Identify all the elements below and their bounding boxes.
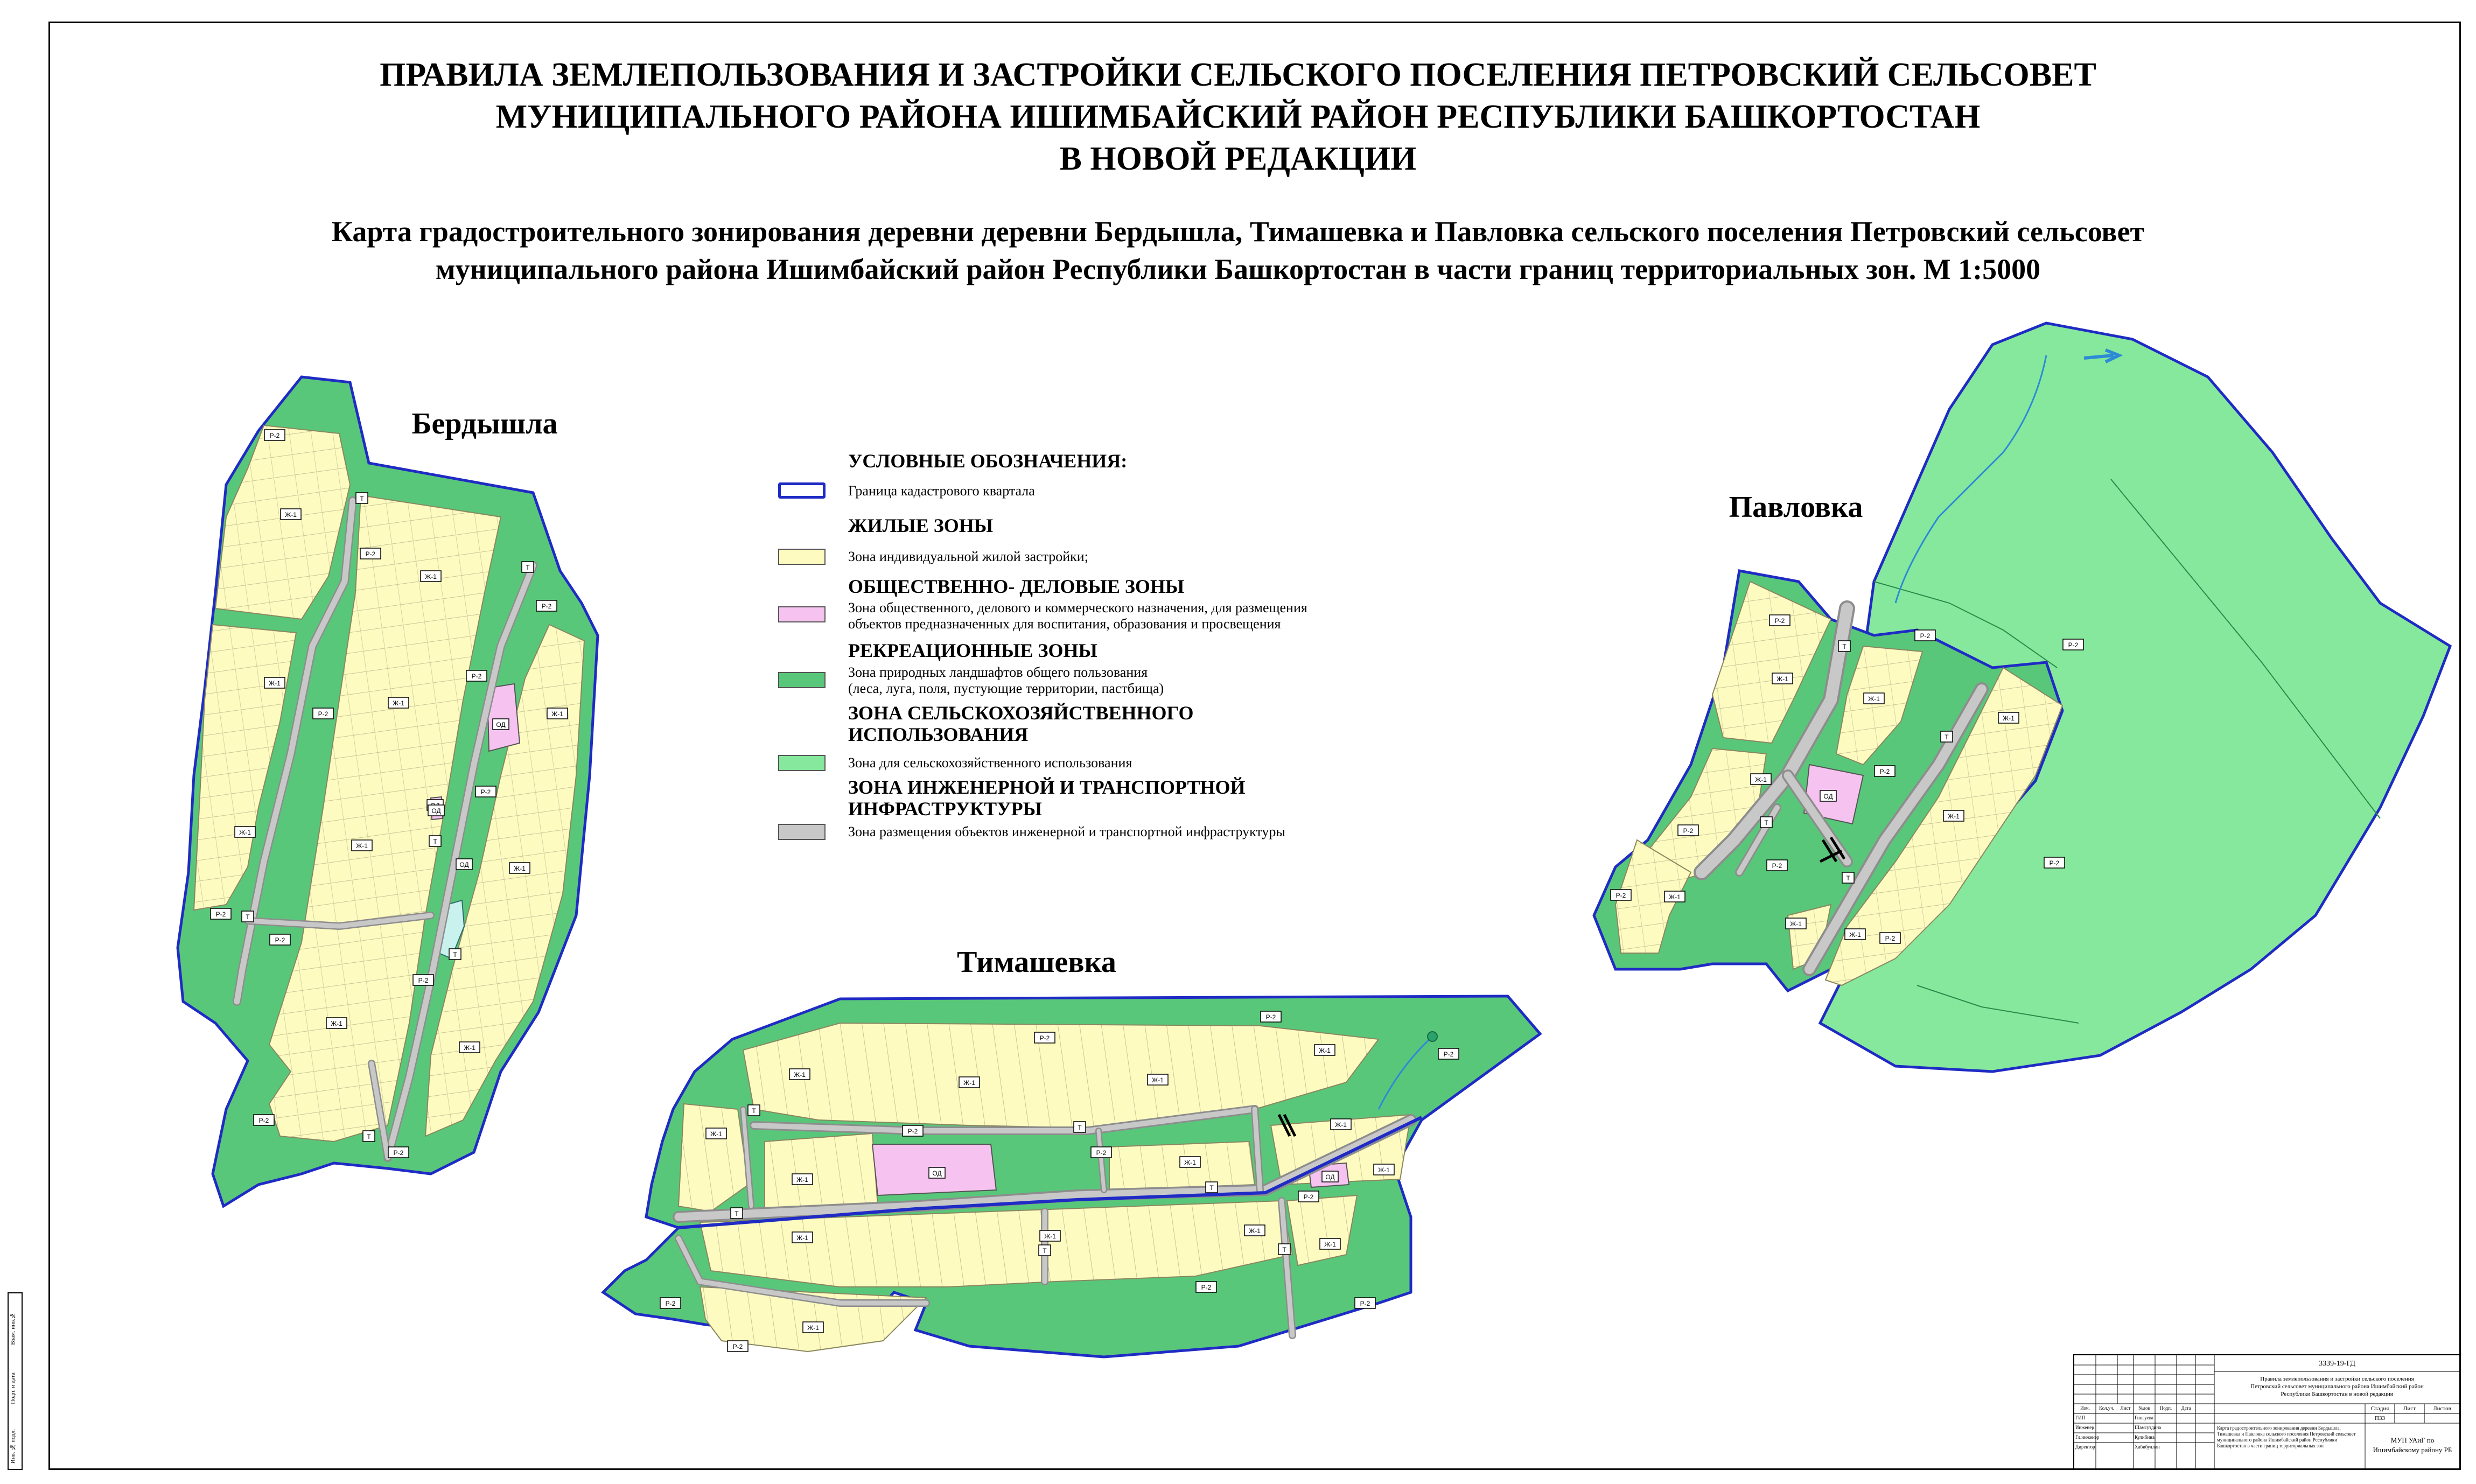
stamp-code: 3339-19-ГД [2319, 1360, 2355, 1368]
svg-text:Т: Т [735, 1210, 739, 1217]
legend-swatch-public [778, 606, 826, 622]
zone-label-public [493, 719, 509, 730]
zone-label-residential [326, 1018, 347, 1028]
svg-text:Ж-1: Ж-1 [425, 573, 437, 580]
zone-label-residential [235, 827, 255, 837]
svg-text:Р-2: Р-2 [1201, 1284, 1212, 1291]
zone-label-public [428, 805, 444, 816]
zone-label-recreation [1875, 766, 1895, 776]
zone-label-recreation [360, 548, 381, 559]
zone-label-recreation [254, 1115, 274, 1125]
svg-text:Ж-1: Ж-1 [1849, 931, 1861, 939]
svg-text:Р-2: Р-2 [2068, 641, 2079, 649]
stamp-col-izm: Изм. [2080, 1405, 2090, 1411]
zone-label-recreation [1767, 860, 1787, 871]
title-line-1: ПРАВИЛА ЗЕМЛЕПОЛЬЗОВАНИЯ И ЗАСТРОЙКИ СЕЛЬСКОГО ПОСЕЛЕНИЯ ПЕТРОВСКИЙ СЕЛЬСОВЕТ [380, 57, 2096, 93]
zone-label-residential [803, 1322, 823, 1333]
side-sign: Подп. и дата [10, 1373, 16, 1404]
svg-text:Т: Т [367, 1133, 371, 1140]
zone-label-residential [459, 1042, 480, 1053]
zone-label-public [456, 859, 472, 870]
zone-label-recreation [1196, 1282, 1216, 1292]
zone-label-transport [429, 836, 441, 846]
svg-text:Р-2: Р-2 [1096, 1149, 1107, 1157]
svg-text:Р-2: Р-2 [1774, 617, 1785, 625]
timashevka-residential-middle[interactable] [765, 1133, 878, 1212]
zone-label-residential [1374, 1164, 1394, 1175]
legend-recreation-item-1: Зона природных ландшафтов общего пользования [848, 664, 1148, 680]
stamp-org-2: Ишимбайскому району РБ [2373, 1446, 2452, 1454]
zone-label-transport [356, 493, 368, 503]
legend-infra-header-1: ЗОНА ИНЖЕНЕРНОЙ И ТРАНСПОРТНОЙ [848, 776, 1246, 798]
svg-text:ОД: ОД [932, 1170, 942, 1177]
svg-text:Ж-1: Ж-1 [551, 710, 563, 718]
svg-text:Р-2: Р-2 [318, 710, 328, 718]
svg-text:Ж-1: Ж-1 [807, 1324, 819, 1332]
stamp-org-1: МУП УАиГ по [2390, 1436, 2435, 1444]
stamp-sheet-desc: Карта градостроительного зонирования деревни Бердышла, Тимашевка и Павловка сельского поселения Петровский сельсовет муниципального района Ишимбайский район Республики Башкортостан в части границ территориальных зон [2217, 1425, 2356, 1448]
village-label-pavlovka: Павловка [1729, 491, 1863, 524]
zone-label-recreation [1611, 890, 1631, 900]
zone-label-public [1322, 1171, 1338, 1182]
zone-label-recreation [2044, 857, 2065, 868]
svg-text:Р-2: Р-2 [541, 603, 552, 610]
svg-text:Ж-1: Ж-1 [356, 842, 368, 850]
title-line-3: В НОВОЙ РЕДАКЦИИ [1059, 141, 1417, 177]
zone-label-residential [1244, 1225, 1265, 1236]
svg-text:Ж-1: Ж-1 [1669, 893, 1681, 901]
svg-text:Т: Т [433, 838, 437, 845]
legend-swatch-residential [778, 549, 826, 565]
svg-text:Т: Т [1764, 819, 1768, 827]
zone-label-recreation [1355, 1298, 1375, 1308]
zone-label-residential [1845, 929, 1865, 940]
legend-residential-item: Зона индивидуальной жилой застройки; [848, 549, 1088, 564]
zone-label-transport [449, 949, 461, 960]
svg-text:ОД: ОД [1823, 793, 1833, 800]
zone-label-residential [1148, 1074, 1168, 1085]
berdyshla-map[interactable] [178, 377, 598, 1206]
zone-label-residential [1664, 891, 1685, 902]
zone-label-recreation [466, 670, 487, 681]
zone-label-transport [1074, 1122, 1086, 1132]
zone-label-recreation [211, 908, 231, 919]
zone-label-recreation [1261, 1011, 1281, 1022]
svg-text:Ж-1: Ж-1 [269, 680, 281, 687]
zone-label-residential [281, 509, 301, 520]
svg-text:Р-2: Р-2 [1920, 632, 1931, 640]
svg-text:Ж-1: Ж-1 [963, 1079, 975, 1087]
stamp-name-3: Кулибина [2135, 1434, 2155, 1440]
svg-text:Ж-1: Ж-1 [1868, 695, 1880, 703]
svg-text:Р-2: Р-2 [1683, 827, 1694, 835]
legend-title: УСЛОВНЫЕ ОБОЗНАЧЕНИЯ: [848, 450, 1128, 472]
svg-text:ОД: ОД [1325, 1173, 1335, 1181]
svg-text:Ж-1: Ж-1 [1755, 776, 1767, 783]
svg-text:Ж-1: Ж-1 [331, 1020, 342, 1027]
stamp-role-2: Инженер [2075, 1425, 2094, 1430]
legend-swatch-agriculture [778, 755, 826, 771]
zone-label-residential [1320, 1238, 1340, 1249]
stamp-desc-2: Петровский сельсовет муниципального района Ишимбайский район [2250, 1383, 2424, 1390]
title-line-2: МУНИЦИПАЛЬНОГО РАЙОНА ИШИМБАЙСКИЙ РАЙОН РЕСПУБЛИКИ БАШКОРТОСТАН [495, 99, 1981, 135]
svg-text:Ж-1: Ж-1 [239, 829, 251, 836]
zone-label-recreation [536, 600, 557, 611]
svg-text:Р-2: Р-2 [1303, 1193, 1314, 1201]
zone-label-residential [388, 697, 409, 708]
svg-text:Т: Т [360, 495, 364, 502]
timashevka-map[interactable] [603, 996, 1540, 1357]
side-repl: Взам. инв.№ [10, 1312, 16, 1345]
svg-text:Р-2: Р-2 [1615, 892, 1626, 899]
svg-text:Ж-1: Ж-1 [1044, 1233, 1056, 1240]
zone-label-residential [509, 863, 530, 873]
svg-text:Ж-1: Ж-1 [1152, 1076, 1164, 1084]
zone-label-public [1820, 790, 1836, 801]
svg-text:Р-2: Р-2 [1443, 1051, 1454, 1058]
village-label-berdyshla: Бердышла [411, 407, 558, 440]
stamp-desc-3: Республики Башкортостан в новой редакции [2281, 1391, 2394, 1397]
subtitle-line-2: муниципального района Ишимбайский район Республики Башкортостан в части границ территориальных зон. М 1:5000 [435, 253, 2041, 285]
svg-text:Р-2: Р-2 [258, 1117, 269, 1124]
zone-label-residential [1180, 1157, 1200, 1167]
zone-label-recreation [1034, 1032, 1055, 1043]
svg-text:Р-2: Р-2 [480, 788, 491, 796]
svg-text:ОД: ОД [459, 861, 469, 869]
svg-text:Р-2: Р-2 [1879, 768, 1890, 775]
stamp-sheet-label: Лист [2403, 1405, 2416, 1412]
stamp-stage-label: Стадия [2370, 1405, 2389, 1412]
stamp-sheets-label: Листов [2433, 1405, 2451, 1412]
zone-label-transport [748, 1105, 760, 1116]
zone-label-residential [264, 677, 285, 688]
zone-label-transport [1039, 1245, 1051, 1256]
svg-text:Ж-1: Ж-1 [1335, 1121, 1347, 1129]
zone-label-transport [1842, 872, 1854, 883]
zone-label-residential [352, 840, 372, 851]
zone-label-recreation [388, 1147, 409, 1158]
stamp-role-3: Гл.инженер [2075, 1434, 2100, 1440]
zone-label-residential [421, 571, 441, 582]
svg-text:Ж-1: Ж-1 [2003, 715, 2015, 722]
stamp-col-date: Дата [2181, 1405, 2191, 1411]
stamp-name-1: Гинсуева [2135, 1415, 2153, 1420]
zone-label-recreation [728, 1341, 748, 1352]
zone-label-residential [1786, 918, 1806, 929]
stamp-name-4: Хабибуллин [2135, 1444, 2160, 1450]
zone-label-recreation [1298, 1191, 1319, 1202]
zone-label-residential [959, 1077, 980, 1088]
zone-label-recreation [475, 786, 496, 797]
zone-label-residential [1943, 810, 1964, 821]
zone-label-recreation [264, 430, 285, 440]
svg-text:Ж-1: Ж-1 [710, 1130, 722, 1138]
svg-text:Р-2: Р-2 [907, 1128, 918, 1135]
zone-label-transport [1278, 1244, 1290, 1255]
svg-text:Т: Т [453, 951, 457, 958]
side-inv: Инв. № подл. [10, 1429, 16, 1464]
zone-label-residential [1751, 774, 1771, 785]
zone-label-transport [1838, 641, 1850, 652]
stamp-stage: ПЗЗ [2375, 1415, 2385, 1422]
zone-label-recreation [1678, 825, 1698, 836]
svg-text:Р-2: Р-2 [665, 1300, 676, 1307]
zone-label-transport [1206, 1182, 1218, 1193]
svg-text:Ж-1: Ж-1 [1776, 675, 1788, 683]
legend-recreation-header: РЕКРЕАЦИОННЫЕ ЗОНЫ [848, 640, 1097, 661]
stamp-name-2: Шамсутдина [2135, 1425, 2162, 1430]
legend-infra-item: Зона размещения объектов инженерной и транспортной инфраструктуры [848, 824, 1285, 839]
svg-text:Т: Т [1846, 874, 1850, 882]
stamp-role-4: Директор [2075, 1444, 2095, 1450]
title-block [2073, 1354, 2461, 1470]
zone-label-recreation [270, 934, 290, 945]
stamp-col-list: Лист [2120, 1405, 2131, 1411]
zone-label-recreation [1769, 615, 1790, 626]
zone-label-recreation [1091, 1147, 1111, 1158]
svg-text:Р-2: Р-2 [471, 673, 482, 680]
svg-text:Ж-1: Ж-1 [796, 1234, 808, 1242]
zone-label-residential [1314, 1045, 1335, 1055]
svg-text:Р-2: Р-2 [215, 911, 226, 918]
zone-label-residential [789, 1069, 810, 1080]
zone-label-residential [792, 1232, 813, 1243]
zone-label-public [929, 1167, 945, 1178]
legend-public-item-2: объектов предназначенных для воспитания, образования и просвещения [848, 616, 1281, 632]
svg-text:Р-2: Р-2 [365, 550, 376, 558]
svg-text:Т: Т [526, 564, 530, 571]
zone-label-transport [731, 1208, 743, 1219]
svg-text:Р-2: Р-2 [1039, 1034, 1050, 1042]
legend-public-item-1: Зона общественного, делового и коммерческого назначения, для размещения [848, 600, 1307, 615]
zone-label-residential [1998, 712, 2019, 723]
svg-text:ОД: ОД [431, 807, 441, 815]
zone-label-recreation [1438, 1048, 1459, 1059]
zone-label-recreation [1880, 933, 1900, 943]
zone-label-residential [547, 708, 568, 719]
zone-label-recreation [413, 975, 433, 985]
svg-text:Ж-1: Ж-1 [1319, 1047, 1331, 1054]
svg-text:Ж-1: Ж-1 [464, 1044, 475, 1052]
svg-text:Р-2: Р-2 [1360, 1300, 1370, 1307]
svg-text:Р-2: Р-2 [732, 1343, 743, 1350]
zone-label-residential [706, 1128, 726, 1139]
legend-swatch-recreation [778, 672, 826, 688]
village-label-timashevka: Тимашевка [957, 946, 1116, 979]
zone-label-recreation [903, 1125, 923, 1136]
svg-text:Ж-1: Ж-1 [1324, 1241, 1336, 1248]
svg-text:Ж-1: Ж-1 [1790, 920, 1802, 928]
svg-text:Т: Т [1209, 1184, 1214, 1192]
svg-text:Ж-1: Ж-1 [1378, 1166, 1390, 1174]
zone-label-recreation [1915, 630, 1935, 641]
svg-text:Т: Т [1043, 1247, 1047, 1255]
legend-public-header: ОБЩЕСТВЕННО- ДЕЛОВЫЕ ЗОНЫ [848, 576, 1185, 597]
svg-text:Т: Т [1945, 733, 1949, 741]
svg-text:Ж-1: Ж-1 [514, 865, 526, 872]
svg-text:Ж-1: Ж-1 [796, 1176, 808, 1184]
zone-label-transport [1760, 817, 1772, 828]
legend-agri-item: Зона для сельскохозяйственного использования [848, 755, 1132, 771]
zone-label-residential [1772, 673, 1793, 684]
svg-text:Р-2: Р-2 [2049, 859, 2060, 867]
svg-text:Ж-1: Ж-1 [1184, 1159, 1196, 1166]
zone-label-transport [242, 911, 254, 922]
pavlovka-map[interactable] [1594, 323, 2450, 1072]
svg-text:Ж-1: Ж-1 [1249, 1227, 1261, 1235]
stamp-desc-1: Правила землепользования и застройки сельского поселения [2260, 1376, 2414, 1382]
zone-label-residential [1864, 693, 1884, 704]
subtitle-line-1: Карта градостроительного зонирования деревни деревни Бердышла, Тимашевка и Павловка сельского поселения Петровский сельсовет [331, 215, 2145, 248]
zone-label-residential [1040, 1230, 1060, 1241]
svg-text:Т: Т [246, 913, 250, 921]
zone-label-transport [363, 1131, 375, 1142]
legend-swatch-cadastral [778, 482, 826, 499]
svg-text:Ж-1: Ж-1 [285, 511, 297, 519]
svg-text:Т: Т [1842, 643, 1846, 650]
svg-text:Ж-1: Ж-1 [1948, 813, 1960, 820]
timashevka-residential-southeast[interactable] [1287, 1195, 1357, 1265]
svg-text:Р-2: Р-2 [275, 936, 285, 944]
svg-text:Т: Т [752, 1107, 756, 1115]
legend-agri-header-2: ИСПОЛЬЗОВАНИЯ [848, 724, 1029, 745]
legend-cadastral: Граница кадастрового квартала [848, 483, 1035, 499]
side-stamp [8, 1292, 23, 1470]
legend-recreation-item-2: (леса, луга, поля, пустующие территории, пастбища) [848, 681, 1164, 696]
svg-text:Р-2: Р-2 [1772, 862, 1782, 870]
svg-text:Р-2: Р-2 [269, 432, 280, 439]
svg-text:Р-2: Р-2 [1885, 935, 1896, 942]
zone-label-recreation [2063, 639, 2083, 650]
svg-text:Т: Т [1078, 1124, 1082, 1131]
legend-swatch-transport [778, 824, 826, 840]
zone-label-residential [1331, 1119, 1351, 1130]
legend-residential-header: ЖИЛЫЕ ЗОНЫ [848, 515, 994, 536]
stamp-col-podp: Подп. [2159, 1405, 2172, 1411]
zone-label-recreation [313, 708, 333, 719]
legend-agri-header-1: ЗОНА СЕЛЬСКОХОЗЯЙСТВЕННОГО [848, 702, 1194, 724]
stamp-col-kol: Кол.уч. [2099, 1405, 2114, 1411]
svg-text:Т: Т [1282, 1246, 1286, 1254]
svg-text:Р-2: Р-2 [418, 977, 429, 984]
zone-label-residential [792, 1174, 813, 1185]
zone-label-transport [1941, 731, 1953, 742]
stamp-role-1: ГИП [2075, 1415, 2086, 1420]
svg-text:Р-2: Р-2 [393, 1149, 404, 1157]
stamp-col-doc: №док [2138, 1405, 2151, 1411]
svg-text:Р-2: Р-2 [1265, 1013, 1276, 1021]
zone-label-recreation [660, 1298, 681, 1308]
svg-text:Ж-1: Ж-1 [393, 699, 404, 707]
zone-label-transport [522, 562, 534, 572]
svg-text:ОД: ОД [496, 721, 506, 729]
legend-infra-header-2: ИНФРАСТРУКТУРЫ [848, 798, 1042, 820]
svg-text:Ж-1: Ж-1 [794, 1071, 806, 1079]
